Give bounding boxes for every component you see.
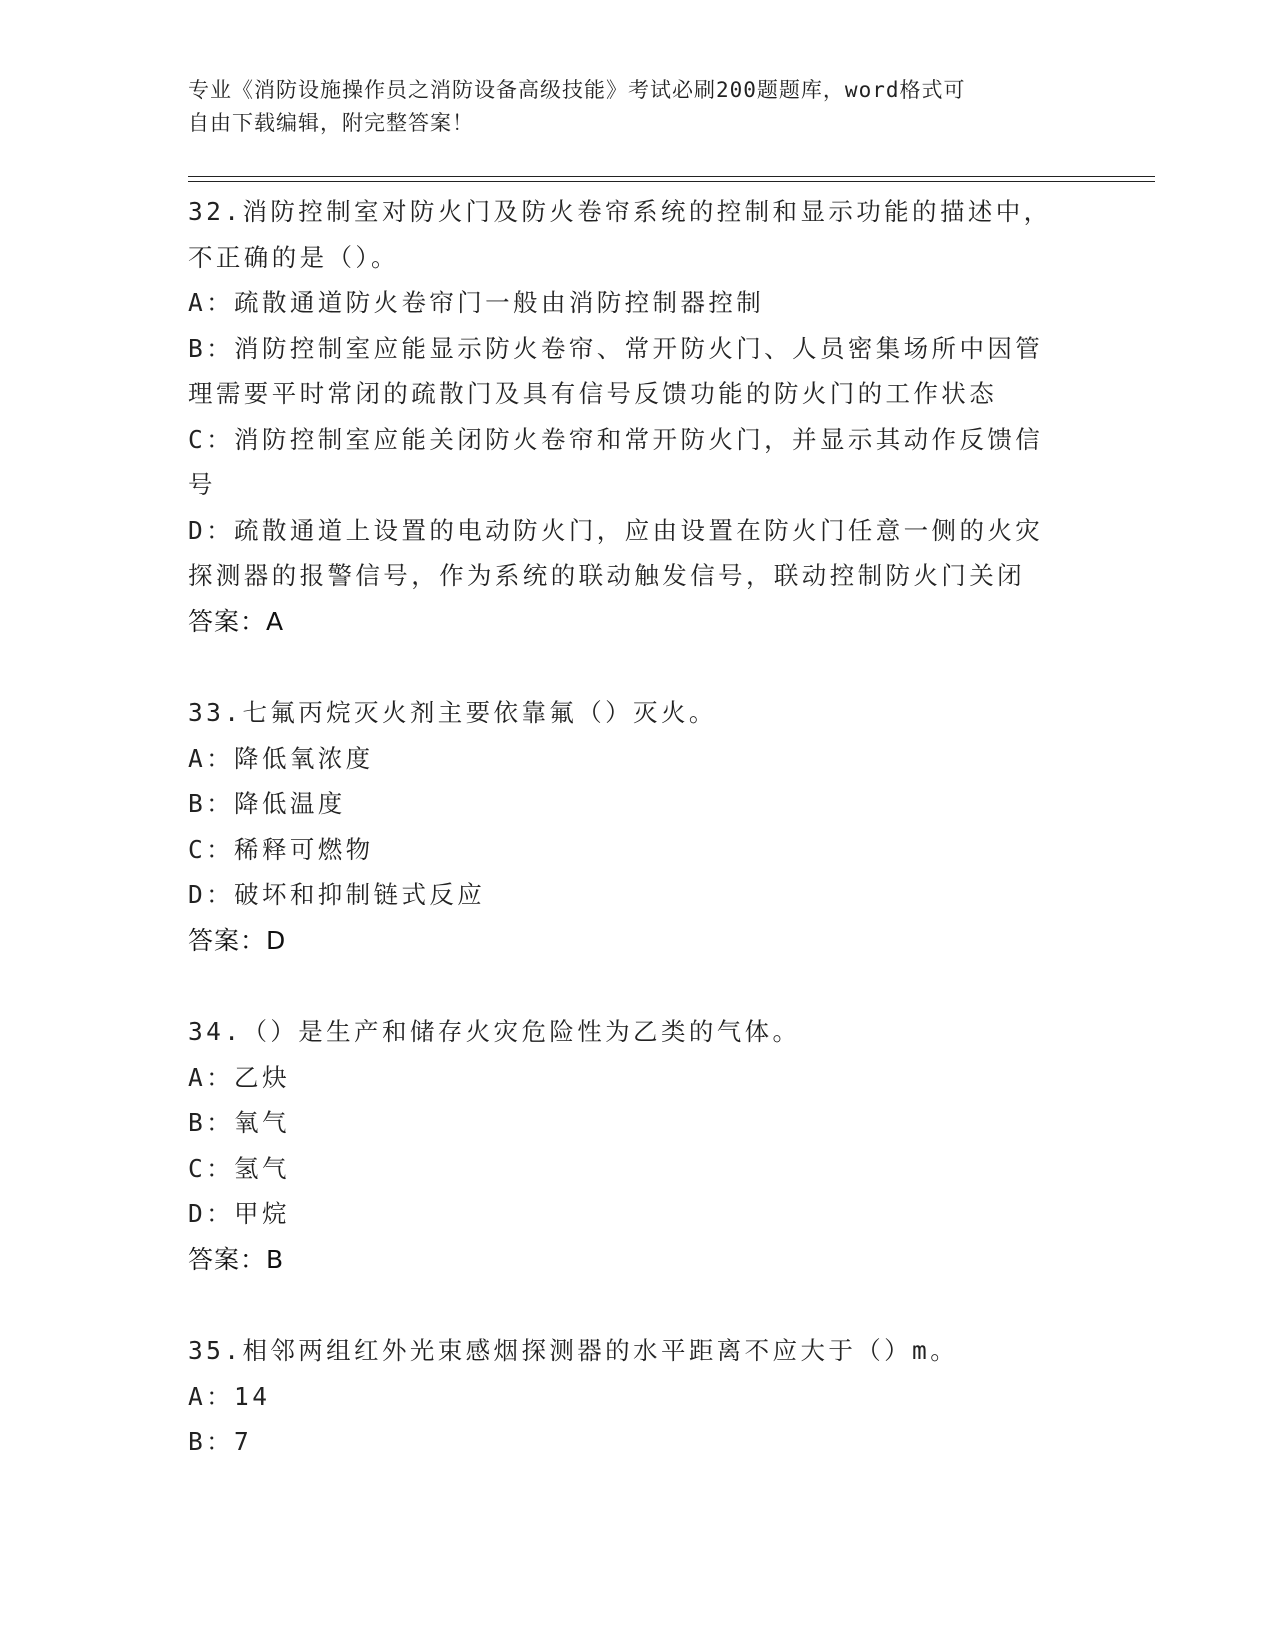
question-text: 33.七氟丙烷灭火剂主要依靠氟（）灭火。 (188, 698, 717, 727)
option-c: C：稀释可燃物 (188, 834, 374, 864)
question-33 (188, 690, 1088, 963)
option-d: D：疏散通道上设置的电动防火门，应由设置在防火门任意一侧的火灾 (188, 515, 1044, 545)
option-b: B：消防控制室应能显示防火卷帘、常开防火门、人员密集场所中因管 (188, 333, 1044, 363)
option-b: B：氧气 (188, 1108, 290, 1137)
option-d-continued: 探测器的报警信号，作为系统的联动触发信号，联动控制防火门关闭 (188, 561, 1025, 590)
option-b: B：7 (188, 1427, 253, 1456)
option-a: A：14 (188, 1381, 271, 1411)
header-line-2: 自由下载编辑，附完整答案！ (188, 111, 474, 135)
option-c: C：氢气 (188, 1153, 290, 1183)
question-text: 34.（）是生产和储存火灾危险性为乙类的气体。 (188, 1017, 801, 1046)
option-a: A：疏散通道防火卷帘门一般由消防控制器控制 (188, 288, 765, 317)
header-divider-top (188, 176, 1155, 177)
header-divider-bottom (188, 181, 1155, 182)
question-text: 不正确的是（）。 (188, 242, 399, 272)
question-list (188, 189, 1088, 1465)
answer-line: 答案：D (188, 925, 287, 955)
question-spacer (188, 963, 1088, 1009)
answer-line: 答案：B (188, 1244, 285, 1274)
question-32 (188, 189, 1088, 644)
option-c: C：消防控制室应能关闭防火卷帘和常开防火门，并显示其动作反馈信 (188, 424, 1044, 454)
question-35 (188, 1328, 1088, 1465)
question-spacer (188, 1282, 1088, 1328)
question-text: 32.消防控制室对防火门及防火卷帘系统的控制和显示功能的描述中， (188, 197, 1052, 226)
option-a: A：乙炔 (188, 1062, 290, 1092)
answer-line: 答案：A (188, 606, 285, 636)
option-d: D：破坏和抑制链式反应 (188, 880, 486, 909)
option-d: D：甲烷 (188, 1199, 290, 1228)
header-line-1: 专业《消防设施操作员之消防设备高级技能》考试必刷200题题库，word格式可 (188, 78, 966, 102)
question-text: 35.相邻两组红外光束感烟探测器的水平距离不应大于（）m。 (188, 1336, 959, 1365)
document-header (188, 74, 1068, 140)
option-b: B：降低温度 (188, 789, 346, 818)
question-34 (188, 1009, 1088, 1282)
option-b-continued: 理需要平时常闭的疏散门及具有信号反馈功能的防火门的工作状态 (188, 379, 998, 408)
question-spacer (188, 644, 1088, 690)
option-a: A：降低氧浓度 (188, 743, 374, 773)
option-c-continued: 号 (188, 470, 216, 499)
